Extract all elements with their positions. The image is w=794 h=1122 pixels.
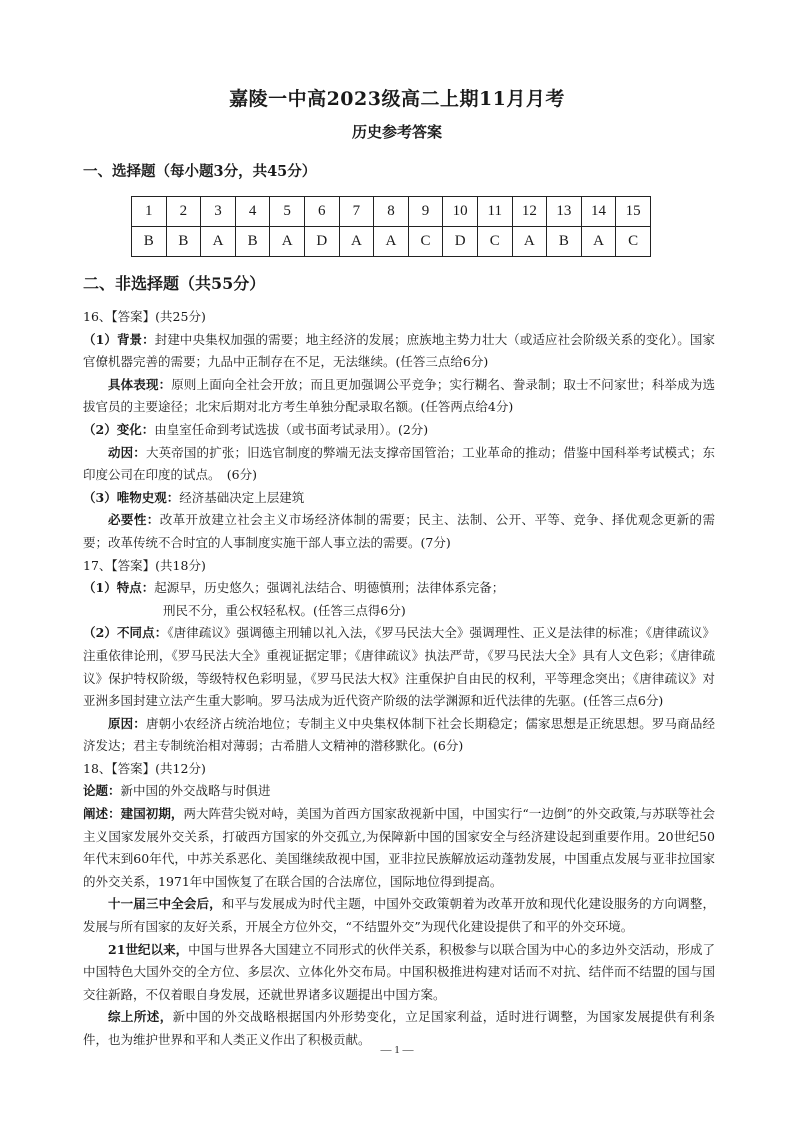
q17-part1-features: （1）特点：起源早，历史悠久；强调礼法结合、明德慎刑；法律体系完备； xyxy=(83,580,505,596)
q18-thesis: 论题：新中国的外交战略与时俱进 xyxy=(83,783,271,799)
page-title: 嘉陵一中高2023级高二上期11月月考 xyxy=(229,88,565,110)
question-number-cell: 13 xyxy=(547,197,582,227)
question-number-cell: 14 xyxy=(581,197,616,227)
answer-cell: B xyxy=(166,227,201,257)
answer-cell: B xyxy=(235,227,270,257)
q17-part2-differences: （2）不同点：《唐律疏议》强调德主刑辅以礼入法，《罗马民法大全》强调理性、正义是法律的标准；《唐律疏议》注重依律论刑，《罗马民法大全》重视证据定罪；《唐律疏议》执法严苛，《罗马民法大全》具有人文色彩；《唐律疏议》保护特权阶级，等级特权色彩明显，《罗马民法大权》注重保护自由民的权利，平等理念突出；《唐律疏议》对亚洲多国封建立法产生重大影响。罗马法成为近代资产阶级的法学渊源和近代法律的先驱。(任答三点6分) xyxy=(83,625,715,709)
q16-part3-materialism: （3）唯物史观：经济基础决定上层建筑 xyxy=(83,489,305,505)
answer-cell: A xyxy=(581,227,616,257)
answer-cell: C xyxy=(477,227,512,257)
q16-part3-necessity: 必要性：改革开放建立社会主义市场经济体制的需要；民主、法制、公开、平等、竞争、择优观念更新的需要；改革传统不合时宜的人事制度实施干部人事立法的需要。(7分) xyxy=(83,512,715,550)
answer-cell: C xyxy=(616,227,651,257)
q18-21st-century: 21世纪以来，中国与世界各大国建立不同形式的伙伴关系，积极参与以联合国为中心的多边外交活动，形成了中国特色大国外交的全方位、多层次、立体化外交布局。中国积极推进构建对话而不对抗、结伴而不结盟的国与国交往新路，不仅着眼自身发展，还就世界诸多议题提出中国方案。 xyxy=(83,941,715,1002)
q17-part2-reasons: 原因：唐朝小农经济占统治地位；专制主义中央集权体制下社会长期稳定；儒家思想是正统思想。罗马商品经济发达；君主专制统治相对薄弱；古希腊人文精神的潜移默化。(6分) xyxy=(83,715,715,754)
question-number-cell: 3 xyxy=(201,197,236,227)
question-number-cell: 2 xyxy=(166,197,201,227)
q18-early-period: 阐述：建国初期，两大阵营尖锐对峙，美国为首西方国家敌视新中国，中国实行“一边倒”的外交政策,与苏联等社会主义国家发展外交关系，打破西方国家的外交孤立,为保障新中国的国家安全与经济建设起到重要作用。20世纪50年代末到60年代，中苏关系恶化、美国继续敌视中国，亚非拉民族解放运动蓬勃发展，中国重点发展与亚非拉国家的外交关系，1971年中国恢复了在联合国的合法席位，国际地位得到提高。 xyxy=(83,806,715,889)
section1-heading: 一、选择题（每小题3分，共45分） xyxy=(83,163,317,180)
answer-row xyxy=(132,227,651,257)
question-number-cell: 12 xyxy=(512,197,547,227)
question-number-cell: 9 xyxy=(408,197,443,227)
q17-heading: 17、【答案】(共18分) xyxy=(83,557,206,573)
question-number-cell: 1 xyxy=(132,197,167,227)
answer-cell: D xyxy=(304,227,339,257)
question-number-cell: 7 xyxy=(339,197,374,227)
answer-cell: A xyxy=(339,227,374,257)
answer-cell: A xyxy=(512,227,547,257)
page-number: — 1 — xyxy=(380,1044,414,1056)
q16-part2-change: （2）变化：由皇室任命到考试选拔（或书面考试录用）。(2分) xyxy=(83,421,429,437)
q16-heading: 16、【答案】(共25分) xyxy=(83,309,206,324)
q17-part1-features-cont: 刑民不分，重公权轻私权。(任答三点得6分) xyxy=(163,602,406,618)
question-number-cell: 15 xyxy=(616,197,651,227)
question-number-cell: 6 xyxy=(304,197,339,227)
choice-answer-table xyxy=(131,196,651,257)
q18-conclusion: 综上所述，新中国的外交战略根据国内外形势变化，立足国家利益，适时进行调整，为国家发展提供有利条件，也为维护世界和平和人类正义作出了积极贡献。 xyxy=(83,1009,715,1047)
q16-part2-motive: 动因：大英帝国的扩张；旧选官制度的弊端无法支撑帝国管治；工业革命的推动；借鉴中国科举考试模式；东印度公司在印度的试点。 (6分) xyxy=(83,444,715,483)
answer-cell: B xyxy=(547,227,582,257)
question-number-cell: 11 xyxy=(477,197,512,227)
section2-heading: 二、非选择题（共55分） xyxy=(83,274,266,293)
question-number-cell: 8 xyxy=(374,197,409,227)
answer-cell: D xyxy=(443,227,478,257)
q18-heading: 18、【答案】(共12分) xyxy=(83,760,206,776)
section2-body xyxy=(83,306,715,1052)
answer-cell: A xyxy=(201,227,236,257)
question-number-cell: 4 xyxy=(235,197,270,227)
question-number-row xyxy=(132,197,651,227)
page-subtitle: 历史参考答案 xyxy=(351,123,442,141)
question-number-cell: 5 xyxy=(270,197,305,227)
answer-cell: C xyxy=(408,227,443,257)
answer-cell: B xyxy=(132,227,167,257)
q16-part1-expression: 具体表现：原则上面向全社会开放；而且更加强调公平竞争；实行糊名、誊录制；取士不问家世；科举成为选拔官员的主要途径；北宋后期对北方考生单独分配录取名额。(任答两点给4分) xyxy=(83,376,715,415)
answer-cell: A xyxy=(270,227,305,257)
q16-part1-background: （1）背景：封建中央集权加强的需要；地主经济的发展；庶族地主势力壮大（或适应社会阶级关系的变化）。国家官僚机器完善的需要；九品中正制存在不足，无法继续。(任答三点给6分) xyxy=(83,331,715,370)
answer-cell: A xyxy=(374,227,409,257)
question-number-cell: 10 xyxy=(443,197,478,227)
q18-reform-period: 十一届三中全会后，和平与发展成为时代主题，中国外交政策朝着为改革开放和现代化建设服务的方向调整，发展与所有国家的友好关系，开展全方位外交，“不结盟外交”为现代化建设提供了和平的外交环境。 xyxy=(83,896,715,935)
